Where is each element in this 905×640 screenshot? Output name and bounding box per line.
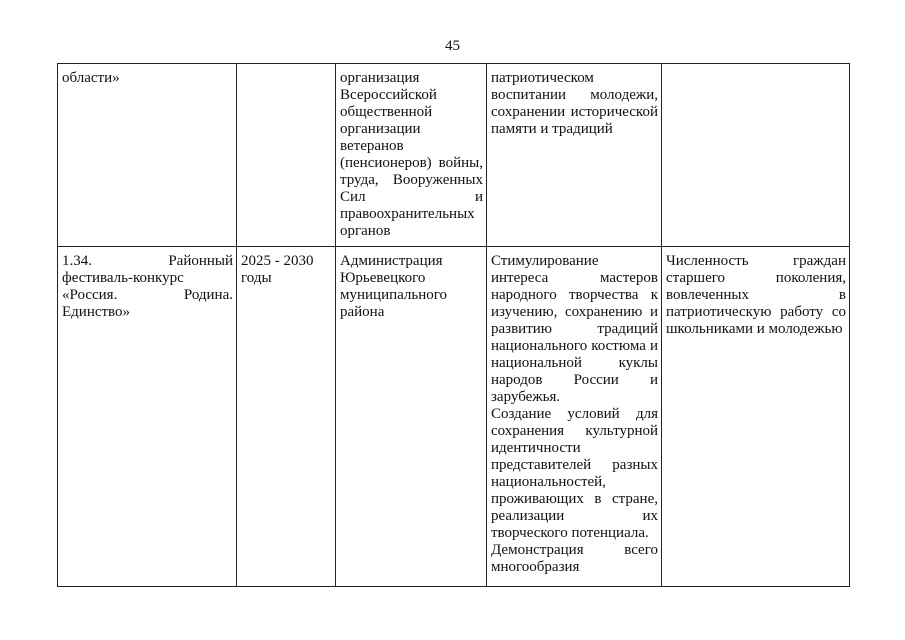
text-line: труда, Вооруженных — [340, 172, 483, 188]
text-line: (пенсионеров) войны, — [340, 155, 483, 171]
text-line: Юрьевецкого — [340, 270, 426, 286]
text-line: народов России и — [491, 372, 658, 388]
text-line: Создание условий для — [491, 406, 658, 422]
table-cell-period — [237, 64, 336, 247]
table-row — [58, 247, 850, 587]
text-line: развитию традиций — [491, 321, 658, 337]
text-line: зарубежья. — [491, 389, 561, 405]
text-line: творческого потенциала. — [491, 525, 649, 541]
text-line: многообразия — [491, 559, 580, 575]
text-line: Стимулирование — [491, 253, 599, 269]
text-line: области» — [62, 70, 120, 86]
text-line: народного творчества к — [491, 287, 658, 303]
text-line: национальностей, — [491, 474, 606, 490]
table-cell-description — [487, 64, 662, 247]
table-cell-description — [487, 247, 662, 587]
text-line: правоохранительных — [340, 206, 475, 222]
text-line: памяти и традиций — [491, 121, 613, 137]
text-line: Единство» — [62, 304, 131, 320]
table-cell-executor — [336, 247, 487, 587]
text-line: общественной — [340, 104, 433, 120]
table-cell-event — [58, 247, 237, 587]
text-line: интереса мастеров — [491, 270, 658, 286]
table-cell-period — [237, 247, 336, 587]
text-line: Всероссийской — [340, 87, 437, 103]
table-cell-indicator — [662, 247, 850, 587]
text-line: идентичности — [491, 440, 581, 456]
text-line: реализации их — [491, 508, 658, 524]
text-line: национальной куклы — [491, 355, 658, 371]
text-line: Администрация — [340, 253, 443, 269]
text-line: проживающих в стране, — [491, 491, 658, 507]
text-line: «Россия. Родина. — [62, 287, 233, 303]
text-line: организации — [340, 121, 421, 137]
text-line: Численность граждан — [666, 253, 846, 269]
page-number: 45 — [445, 38, 460, 54]
text-line: 2025 - 2030 — [241, 253, 314, 269]
text-line: муниципального — [340, 287, 448, 303]
text-line: сохранения культурной — [491, 423, 658, 439]
text-line: 1.34. Районный — [62, 253, 233, 269]
text-line: сохранении исторической — [491, 104, 658, 120]
text-line: патриотическом — [491, 70, 594, 86]
text-line: Сил и — [340, 189, 483, 205]
text-line: национального костюма и — [491, 338, 658, 354]
text-line: старшего поколения, — [666, 270, 846, 286]
table-cell-indicator — [662, 64, 850, 247]
text-line: воспитании молодежи, — [491, 87, 658, 103]
text-line: школьниками и молодежью — [666, 321, 843, 337]
text-line: вовлеченных в — [666, 287, 846, 303]
text-line: органов — [340, 223, 391, 239]
document-table — [57, 63, 850, 587]
text-line: района — [340, 304, 385, 320]
text-line: организация — [340, 70, 420, 86]
text-line: годы — [241, 270, 272, 286]
text-line: патриотическую работу со — [666, 304, 846, 320]
text-line: представителей разных — [491, 457, 658, 473]
table-cell-event — [58, 64, 237, 247]
text-line: ветеранов — [340, 138, 404, 154]
text-line: Демонстрация всего — [491, 542, 658, 558]
text-line: фестиваль-конкурс — [62, 270, 184, 286]
table-cell-executor — [336, 64, 487, 247]
text-line: изучению, сохранению и — [491, 304, 658, 320]
table-row — [58, 64, 850, 247]
